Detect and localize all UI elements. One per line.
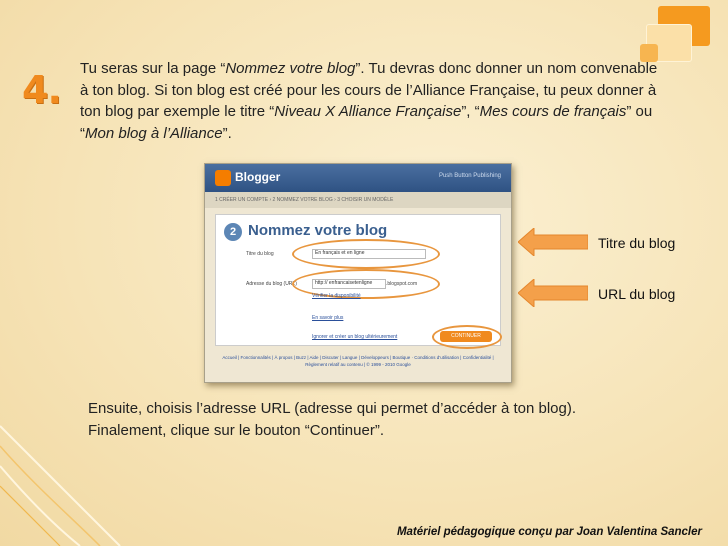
arrow-left-icon bbox=[518, 279, 588, 307]
outro-line: Finalement, clique sur le bouton “Continuer”. bbox=[88, 422, 384, 439]
more-info-link[interactable]: En savoir plus bbox=[312, 315, 344, 321]
blogger-screenshot bbox=[204, 163, 512, 383]
blogger-footer: Accueil | Fonctionnalités | À propos | Buzz | Aide | Discuter | Langue | Développeurs | Boutique · Conditions d’utilisation | Confidentialité | Règlement relatif au contenu | © 1999 - 2010 Google bbox=[222, 355, 494, 367]
outro-line: Ensuite, choisis l’adresse URL (adresse qui permet d’accéder à ton blog). bbox=[88, 400, 577, 417]
blogger-form bbox=[215, 214, 501, 346]
title-input[interactable]: En français et en ligne bbox=[312, 249, 426, 259]
address-label: Adresse du blog (URL) bbox=[246, 281, 297, 287]
arrow-left-icon bbox=[518, 228, 588, 256]
step-badge: 2 bbox=[224, 223, 242, 241]
skip-link[interactable]: Ignorer et créer un blog ultérieurement bbox=[312, 334, 398, 340]
continue-highlight-oval bbox=[432, 325, 502, 349]
outro-paragraph bbox=[88, 398, 648, 442]
blogger-brand: Blogger bbox=[235, 170, 281, 184]
url-annotation: URL du blog bbox=[598, 286, 676, 302]
step-number: 4. bbox=[22, 68, 61, 112]
blogger-steps: 1 CRÉER UN COMPTE › 2 NOMMEZ VOTRE BLOG › 3 CHOISIR UN MODÈLE bbox=[205, 192, 511, 208]
blogger-tagline: Push Button Publishing bbox=[438, 173, 501, 179]
address-input[interactable]: http:// enfrancaisetenligne bbox=[312, 279, 386, 289]
credit-text: Matériel pédagogique conçu par Joan Valentina Sancler bbox=[396, 526, 702, 538]
intro-paragraph: Tu seras sur la page “Nommez votre blog”. Tu devras donc donner un nom convenable à ton blog. Si ton blog est créé pour les cours de l’Alliance Française, tu peux donner à ton blog par exemple le titre “Niveau X Alliance Française”, “Mes cours de français” ou “Mon blog à l’Alliance”. bbox=[80, 60, 658, 142]
title-highlight-oval bbox=[292, 239, 440, 269]
form-heading: Nommez votre blog bbox=[248, 222, 388, 239]
check-availability-link[interactable]: Vérifier la disponibilité bbox=[312, 293, 361, 299]
blogger-logo-icon bbox=[215, 170, 231, 186]
blogger-header bbox=[205, 164, 511, 192]
address-suffix: .blogspot.com bbox=[386, 281, 418, 287]
title-annotation: Titre du blog bbox=[598, 235, 676, 251]
continue-button[interactable]: CONTINUER bbox=[440, 331, 492, 342]
title-label: Titre du blog bbox=[246, 251, 274, 257]
